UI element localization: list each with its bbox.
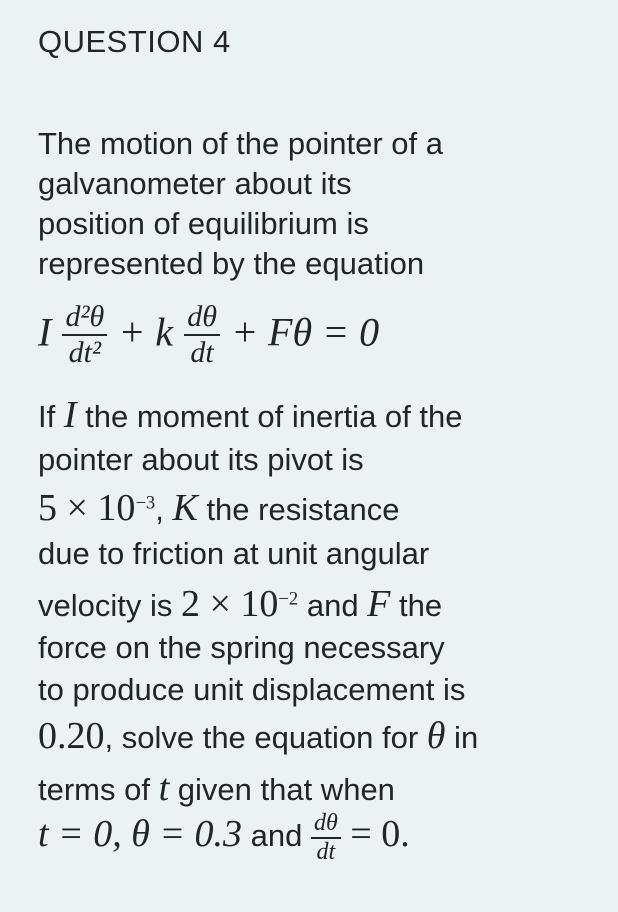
body-line-10 [38, 810, 410, 866]
eq-first-derivative [184, 300, 220, 370]
text: given that when [169, 772, 395, 807]
math-theta: θ [426, 715, 446, 757]
text: in [445, 720, 479, 755]
text: If [38, 399, 64, 434]
body-line-2: pointer about its pivot is [38, 442, 364, 477]
intro-line: represented by the equation [38, 246, 425, 281]
text: , [155, 492, 173, 527]
math-t: t [158, 767, 170, 809]
math-spring-value: 0.20 [38, 715, 105, 757]
math-exponent: −3 [135, 492, 156, 514]
differential-equation [38, 300, 379, 370]
frac-numerator: dθ [311, 810, 341, 839]
text: the [390, 588, 443, 623]
math-exponent: −2 [278, 588, 299, 610]
math-F: F [367, 583, 391, 625]
body-line-9 [38, 766, 395, 810]
body-line-7: to produce unit displacement is [38, 672, 466, 707]
intro-line: galvanometer about its [38, 166, 352, 201]
frac-denominator: dt [316, 839, 336, 865]
text: and [242, 818, 311, 854]
eq-frac1-denominator: dt² [68, 336, 101, 369]
text: , solve the equation for [104, 720, 427, 755]
body-line-5 [38, 582, 442, 626]
eq-frac2-numerator: dθ [184, 300, 220, 336]
math-equals-zero: = 0. [340, 813, 410, 856]
text: and [298, 588, 368, 623]
math-initial-conditions: t = 0, θ = 0.3 [38, 813, 243, 856]
eq-rest: + Fθ = 0 [231, 309, 380, 355]
body-line-4: due to friction at unit angular [38, 536, 430, 571]
eq-inertia-symbol: I [38, 309, 52, 355]
eq-frac1-numerator: d²θ [62, 300, 107, 336]
body-line-6: force on the spring necessary [38, 630, 445, 665]
text: the moment of inertia of the [76, 399, 463, 434]
text: the resistance [197, 492, 400, 527]
math-I: I [63, 394, 77, 436]
text: velocity is [38, 588, 181, 623]
eq-frac2-denominator: dt [190, 336, 214, 369]
intro-line: The motion of the pointer of a [38, 126, 443, 161]
math-friction-value: 2 × 10 [180, 583, 279, 625]
math-inertia-value: 5 × 10 [38, 487, 136, 529]
eq-second-derivative [62, 300, 107, 370]
math-derivative [311, 810, 341, 866]
intro-text [38, 124, 598, 284]
intro-line: position of equilibrium is [38, 206, 369, 241]
eq-damping-term: + k [118, 309, 174, 355]
text: terms of [38, 772, 159, 807]
body-line-1 [38, 393, 463, 437]
math-K: K [172, 487, 198, 529]
body-line-8 [38, 714, 478, 758]
body-line-3 [38, 486, 399, 530]
question-heading: QUESTION 4 [38, 24, 231, 59]
